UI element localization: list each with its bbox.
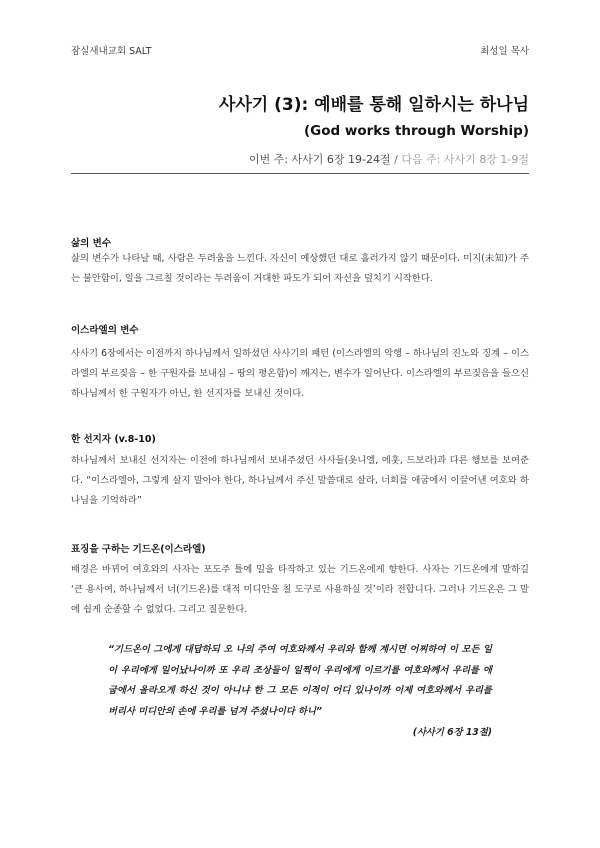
section-heading: 한 선지자 (v.8-10) [71,434,156,445]
section-body: 삶의 변수가 나타날 때, 사람은 두려움을 느낀다. 자신이 예상했던 대로 흘러가지 않기 때문이다. 미지(未知)가 주는 불안함이, 일을 그르칠 것이라는 두려움이 거대한 파도가 되어 자신을 덮치기 시작한다. [71,253,529,284]
header-church-name: 잠실새내교회 SALT [71,46,152,57]
header-author: 최성일 목사 [480,46,529,57]
sermon-subtitle: (God works through Worship) [303,123,529,139]
passage-separator: / [390,153,402,166]
scripture-reference: (사사기 6장 13절) [412,727,492,738]
section-body: 하나님께서 보내신 선지자는 이전에 하나님께서 보내주셨던 사사들(옷니엘, 에훗, 드보라)과 다른 행보를 보여준다. “이스라엘아, 그렇게 살지 말아야 한다, 하나님께서 주신 말씀대로 살라, 너희를 애굽에서 이끌어낸 여호와 하나님을 기억하라” [71,455,529,506]
sermon-title: 사사기 (3): 예배를 통해 일하시는 하나님 [218,95,529,115]
this-week-passage: 이번 주: 사사기 6장 19-24절 [248,153,391,166]
section-body: 배경은 바뀌어 여호와의 사자는 포도주 틀에 밀을 타작하고 있는 기드온에게 향한다. 사자는 기드온에게 말하길 ‘큰 용사여, 하나님께서 너(기드온)를 대적 미디안을 칠 도구로 사용하실 것’이라 전합니다. 그러나 기드온은 그 말에 쉽게 순종할 수 없었다. 그리고 질문한다. [71,564,529,615]
section-heading: 표징을 구하는 기드온(이스라엘) [71,544,206,555]
passage-line [249,151,529,167]
section-heading: 삶의 변수 [71,238,112,249]
section-heading: 이스라엘의 변수 [71,325,139,336]
section-body: 사사기 6장에서는 이전까지 하나님께서 일하셨던 사사기의 패턴 (이스라엘의 악행 – 하나님의 진노와 징계 – 이스라엘의 부르짖음 – 한 구원자를 보내심 – 땅의 평온함)이 깨지는, 변수가 일어난다. 이스라엘의 부르짖음을 들으신 하나님께서 한 구원자가 아닌, 한 선지자를 보내신 것이다. [71,348,529,399]
next-week-passage: 다음 주: 사사기 8장 1-9절 [401,153,529,166]
scripture-quote: “기드온이 그에게 대답하되 오 나의 주여 여호와께서 우리와 함께 계시면 어찌하여 이 모든 일이 우리에게 일어났나이까 또 우리 조상들이 일찍이 우리에게 이르기를 여호와께서 우리를 애굽에서 올라오게 하신 것이 아니냐 한 그 모든 이적이 어디 있나이까 이제 여호와께서 우리를 버리사 미디안의 손에 우리를 넘겨 주셨나이다 하니” [108,644,492,717]
header-divider [71,173,529,174]
